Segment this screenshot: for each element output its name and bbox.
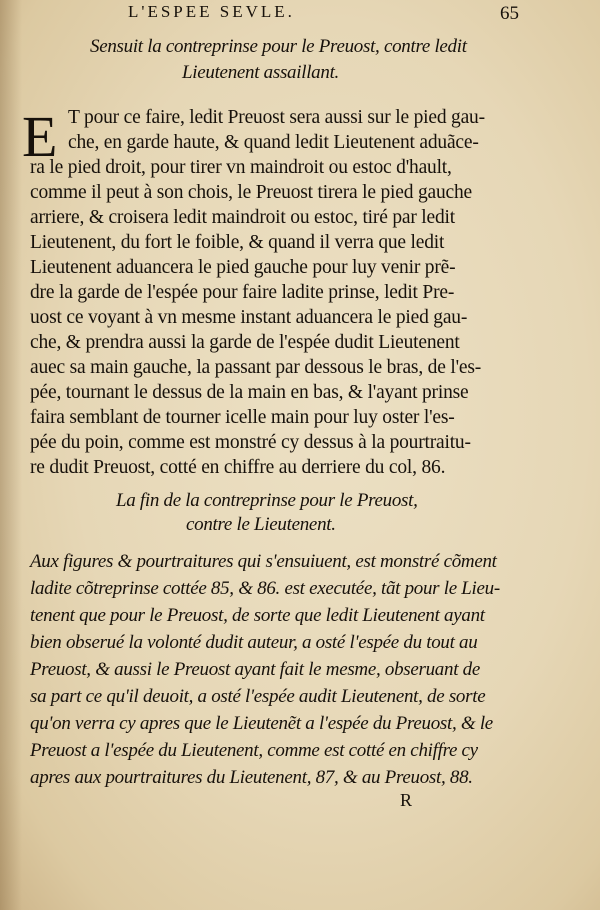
body-line: arriere, & croisera ledit maindroit ou estoc, tiré par ledit — [30, 207, 455, 228]
running-head: L'ESPEE SEVLE. — [128, 2, 295, 21]
body-line: re dudit Preuost, cotté en chiffre au derriere du col, 86. — [30, 457, 446, 478]
note-line: sa part ce qu'il deuoit, a osté l'espée audit Lieutenent, de sorte — [30, 686, 486, 707]
note-line: ladite cõtreprinse cottée 85, & 86. est executée, tãt pour le Lieu- — [30, 578, 500, 599]
body-line: uost ce voyant à vn mesme instant aduancera le pied gau- — [30, 307, 468, 328]
closing-title-line: La fin de la contreprinse pour le Preuost, — [116, 490, 418, 511]
body-line: pée du poin, comme est monstré cy dessus à la pourtraitu- — [30, 432, 471, 453]
body-line: Lieutenent, du fort le foible, & quand il verra que ledit — [30, 232, 445, 253]
drop-cap: E — [22, 104, 58, 169]
page-number: 65 — [500, 3, 519, 24]
closing-title-line: contre le Lieutenent. — [186, 514, 336, 535]
body-line: faira semblant de tourner icelle main pour luy oster l'es- — [30, 407, 455, 428]
note-line: apres aux pourtraitures du Lieutenent, 87, & au Preuost, 88. — [30, 767, 473, 788]
body-line: comme il peut à son chois, le Preuost tirera le pied gauche — [30, 182, 472, 203]
body-line: che, en garde haute, & quand ledit Lieutenent aduãce- — [68, 132, 479, 153]
body-line: auec sa main gauche, la passant par dessous le bras, de l'es- — [30, 357, 482, 378]
section-title-line: Lieutenent assaillant. — [182, 62, 340, 83]
note-line: bien obserué la volonté dudit auteur, a osté l'espée du tout au — [30, 632, 478, 653]
note-line: Preuost, & aussi le Preuost ayant fait le mesme, obseruant de — [30, 659, 480, 680]
body-line: T pour ce faire, ledit Preuost sera aussi sur le pied gau- — [68, 107, 485, 128]
note-line: qu'on verra cy apres que le Lieutenẽt a l'espée du Preuost, & le — [30, 713, 493, 734]
body-line: dre la garde de l'espée pour faire ladite prinse, ledit Pre- — [30, 282, 455, 303]
body-line: ra le pied droit, pour tirer vn maindroit ou estoc d'hault, — [30, 157, 452, 178]
note-line: Preuost a l'espée du Lieutenent, comme est cotté en chiffre cy — [30, 740, 478, 761]
catchword: R — [400, 790, 413, 810]
body-line: che, & prendra aussi la garde de l'espée dudit Lieutenent — [30, 332, 460, 353]
body-line: pée, tournant le dessus de la main en bas, & l'ayant prinse — [30, 382, 469, 403]
note-line: tenent que pour le Preuost, de sorte que ledit Lieutenent ayant — [30, 605, 485, 626]
section-title-line: Sensuit la contreprinse pour le Preuost, contre ledit — [90, 36, 467, 57]
body-line: Lieutenent aduancera le pied gauche pour luy venir prẽ- — [30, 257, 456, 278]
note-line: Aux figures & pourtraitures qui s'ensuiuent, est monstré cõment — [30, 551, 497, 572]
